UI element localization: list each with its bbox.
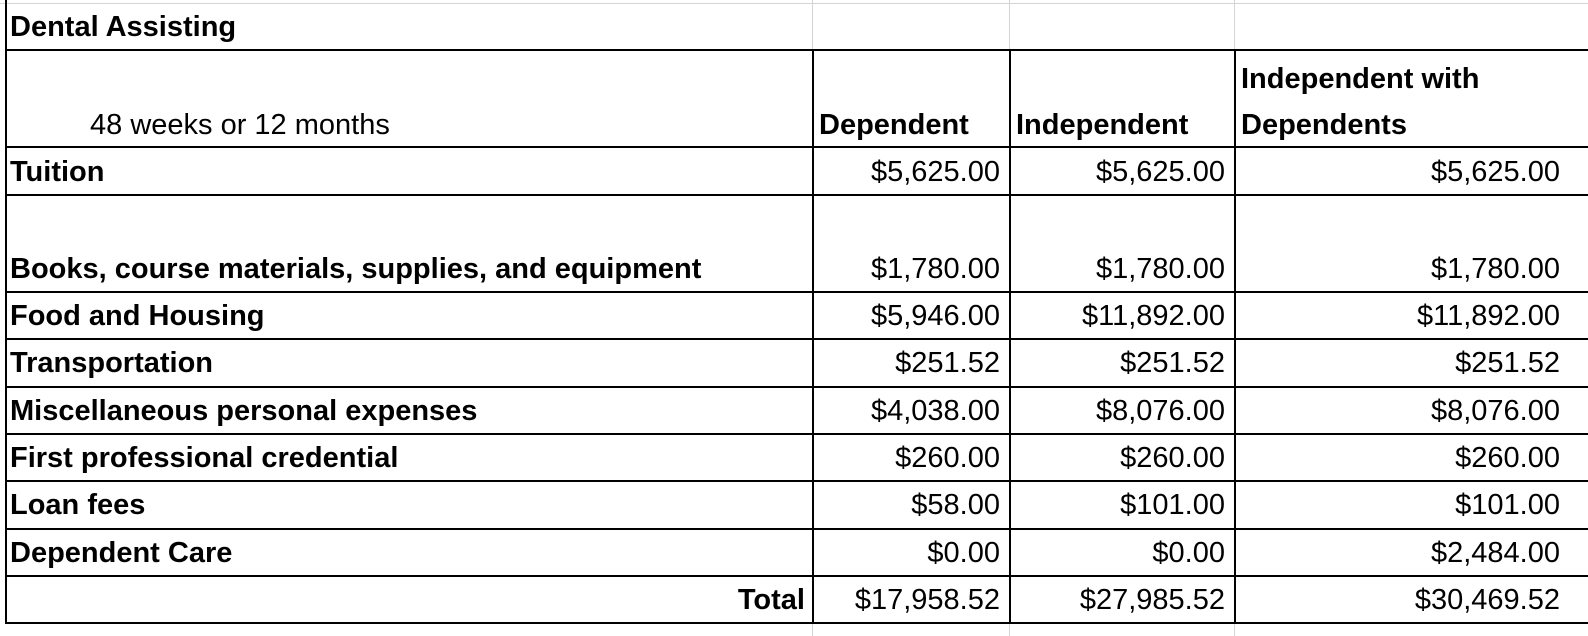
cell-dependent: $1,780.00	[870, 253, 1000, 285]
total-independent: $27,985.52	[1079, 584, 1225, 616]
header-independent: Independent	[1016, 109, 1189, 141]
cell-independent: $1,780.00	[1095, 253, 1225, 285]
row-label: Miscellaneous personal expenses	[10, 395, 478, 427]
cell-dependent: $260.00	[895, 442, 1000, 474]
cell-dependent: $0.00	[927, 537, 1000, 569]
row-border	[5, 386, 1588, 388]
cell-with-dependents: $11,892.00	[1417, 300, 1560, 332]
column-border	[1234, 49, 1236, 623]
cell-with-dependents: $251.52	[1455, 347, 1560, 379]
header-independent-with-line2: Dependents	[1241, 109, 1407, 141]
column-border	[812, 49, 814, 623]
cell-with-dependents: $5,625.00	[1430, 156, 1560, 188]
cell-with-dependents: $8,076.00	[1430, 395, 1560, 427]
row-label: Food and Housing	[10, 300, 265, 332]
cell-dependent: $58.00	[911, 489, 1000, 521]
row-label: Books, course materials, supplies, and equipment	[10, 253, 702, 285]
duration-label: 48 weeks or 12 months	[90, 109, 390, 141]
cell-dependent: $4,038.00	[870, 395, 1000, 427]
cell-with-dependents: $101.00	[1455, 489, 1560, 521]
total-label: Total	[737, 584, 805, 616]
cell-independent: $0.00	[1152, 537, 1225, 569]
gridline	[0, 3, 1588, 4]
row-border	[5, 338, 1588, 340]
cell-independent: $251.52	[1120, 347, 1225, 379]
column-border	[1009, 49, 1011, 623]
row-border	[5, 49, 1588, 51]
row-border	[5, 622, 1588, 624]
row-border	[5, 575, 1588, 577]
row-label: Loan fees	[10, 489, 146, 521]
row-border	[5, 480, 1588, 482]
cell-dependent: $5,625.00	[870, 156, 1000, 188]
cell-dependent: $5,946.00	[870, 300, 1000, 332]
row-border	[5, 291, 1588, 293]
row-border	[5, 146, 1588, 148]
cell-with-dependents: $2,484.00	[1430, 537, 1560, 569]
cell-with-dependents: $260.00	[1455, 442, 1560, 474]
cell-dependent: $251.52	[895, 347, 1000, 379]
cell-with-dependents: $1,780.00	[1430, 253, 1560, 285]
row-border	[5, 194, 1588, 196]
row-label: First professional credential	[10, 442, 399, 474]
sheet-title: Dental Assisting	[10, 11, 237, 43]
row-border	[5, 528, 1588, 530]
row-border	[5, 433, 1588, 435]
header-independent-with-line1: Independent with	[1241, 63, 1480, 95]
total-dependent: $17,958.52	[854, 584, 1000, 616]
cell-independent: $101.00	[1120, 489, 1225, 521]
header-dependent: Dependent	[819, 109, 969, 141]
cell-independent: $5,625.00	[1095, 156, 1225, 188]
column-border	[5, 0, 7, 623]
row-label: Dependent Care	[10, 537, 233, 569]
row-label: Transportation	[10, 347, 214, 379]
cell-independent: $8,076.00	[1095, 395, 1225, 427]
total-with-dependents: $30,469.52	[1414, 584, 1560, 616]
cell-independent: $11,892.00	[1082, 300, 1225, 332]
cell-independent: $260.00	[1120, 442, 1225, 474]
row-label: Tuition	[10, 156, 105, 188]
